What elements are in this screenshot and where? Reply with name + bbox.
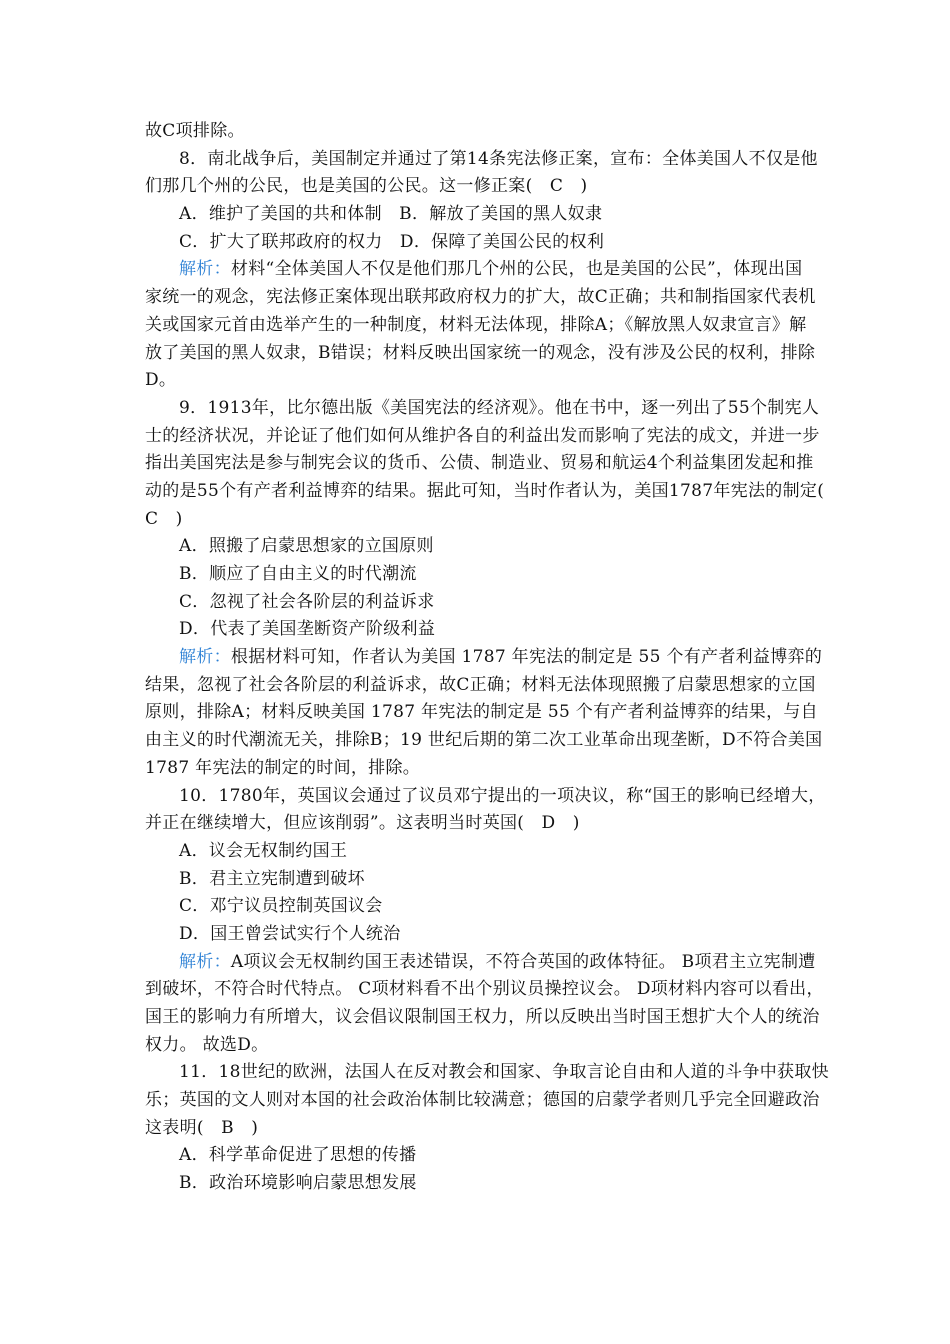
question-10-stem: 10．1780年，英国议会通过了议员邓宁提出的一项决议，称“国王的影响已经增大，	[179, 785, 826, 806]
question-9-option-d: D．代表了美国垄断资产阶级利益	[179, 619, 436, 640]
question-9-stem-cont: 士的经济状况，并论证了他们如何从维护各自的利益出发而影响了宪法的成文，并进一步	[145, 425, 820, 446]
question-10-option-d: D．国王曾尝试实行个人统治	[179, 923, 401, 944]
question-8-analysis	[145, 256, 807, 284]
question-10-analysis	[145, 949, 816, 977]
question-9-stem: 9．1913年，比尔德出版《美国宪法的经济观》。他在书中，逐一列出了55个制宪人	[179, 397, 820, 418]
question-10-option-a: A．议会无权制约国王	[179, 840, 348, 861]
question-9-option-b: B．顺应了自由主义的时代潮流	[179, 564, 417, 584]
question-10-stem-cont: 并正在继续增大，但应该削弱”。这表明当时英国( D )	[145, 813, 580, 834]
question-10-analysis-cont: 权力。 故选D。	[145, 1034, 269, 1055]
question-9-stem-cont: 动的是55个有产者利益博弈的结果。据此可知，当时作者认为，美国1787年宪法的制定(	[145, 480, 825, 501]
question-9-answer: C )	[145, 508, 183, 529]
question-9-option-a: A．照搬了启蒙思想家的立国原则	[179, 536, 434, 557]
question-11-option-b: B．政治环境影响启蒙思想发展	[179, 1173, 417, 1194]
question-9-stem-cont: 指出美国宪法是参与制宪会议的货币、公债、制造业、贸易和航运4个利益集团发起和推	[145, 453, 814, 474]
analysis-label: 解析：	[179, 647, 231, 668]
question-9-option-c: C．忽视了社会各阶层的利益诉求	[179, 591, 435, 612]
question-8-analysis-cont: D。	[145, 370, 177, 391]
question-11-stem: 11．18世纪的欧洲，法国人在反对教会和国家、争取言论自由和人道的斗争中获取快	[179, 1062, 829, 1083]
question-11-stem-cont: 这表明( B )	[145, 1117, 259, 1138]
question-8-stem: 8．南北战争后，美国制定并通过了第14条宪法修正案，宣布：全体美国人不仅是他	[179, 148, 818, 169]
document-page	[145, 118, 829, 1198]
question-8-options-cd: C．扩大了联邦政府的权力 D．保障了美国公民的权利	[179, 231, 605, 252]
question-8-analysis-cont: 家统一的观念，宪法修正案体现出联邦政府权力的扩大，故C正确；共和制指国家代表机	[145, 287, 816, 308]
question-9-analysis	[145, 644, 823, 672]
analysis-text: 材料“全体美国人不仅是他们那几个州的公民，也是美国的公民”，体现出国	[230, 259, 803, 280]
question-10-option-c: C．邓宁议员控制英国议会	[179, 896, 383, 917]
question-10-analysis-cont: 到破坏，不符合时代特点。 C项材料看不出个别议员操控议会。 D项材料内容可以看出，	[145, 979, 824, 1000]
question-9-analysis-cont: 结果，忽视了社会各阶层的利益诉求，故C正确；材料无法体现照搬了启蒙思想家的立国	[145, 674, 816, 695]
question-9-analysis-cont: 原则，排除A；材料反映美国 1787 年宪法的制定是 55 个有产者利益博弈的结果，与自	[145, 702, 818, 723]
question-10-option-b: B．君主立宪制遭到破坏	[179, 868, 365, 889]
question-11-option-a: A．科学革命促进了思想的传播	[179, 1145, 417, 1166]
analysis-label: 解析：	[179, 951, 231, 972]
analysis-text: 根据材料可知，作者认为美国 1787 年宪法的制定是 55 个有产者利益博弈的	[230, 647, 823, 668]
analysis-label: 解析：	[179, 259, 231, 280]
question-9-analysis-cont: 由主义的时代潮流无关，排除B；19 世纪后期的第二次工业革命出现垄断，D不符合美国	[145, 730, 823, 751]
analysis-text: A项议会无权制约国王表述错误，不符合英国的政体特征。 B项君主立宪制遭	[230, 951, 816, 972]
question-10-analysis-cont: 国王的影响力有所增大，议会倡议限制国王权力，所以反映出当时国王想扩大个人的统治	[145, 1007, 820, 1027]
question-9-analysis-cont: 1787 年宪法的制定的时间，排除。	[145, 757, 421, 778]
question-8-options-ab: A．维护了美国的共和体制 B．解放了美国的黑人奴隶	[179, 204, 603, 225]
question-8-analysis-cont: 关或国家元首由选举产生的一种制度，材料无法体现，排除A；《解放黑人奴隶宣言》解	[145, 314, 807, 335]
text-line: 故C项排除。	[145, 121, 245, 141]
question-11-stem-cont: 乐；英国的文人则对本国的社会政治体制比较满意；德国的启蒙学者则几乎完全回避政治	[145, 1090, 820, 1111]
question-8-analysis-cont: 放了美国的黑人奴隶，B错误；材料反映出国家统一的观念，没有涉及公民的权利，排除	[145, 342, 816, 363]
question-8-stem-cont: 们那几个州的公民，也是美国的公民。这一修正案( C )	[145, 176, 588, 197]
